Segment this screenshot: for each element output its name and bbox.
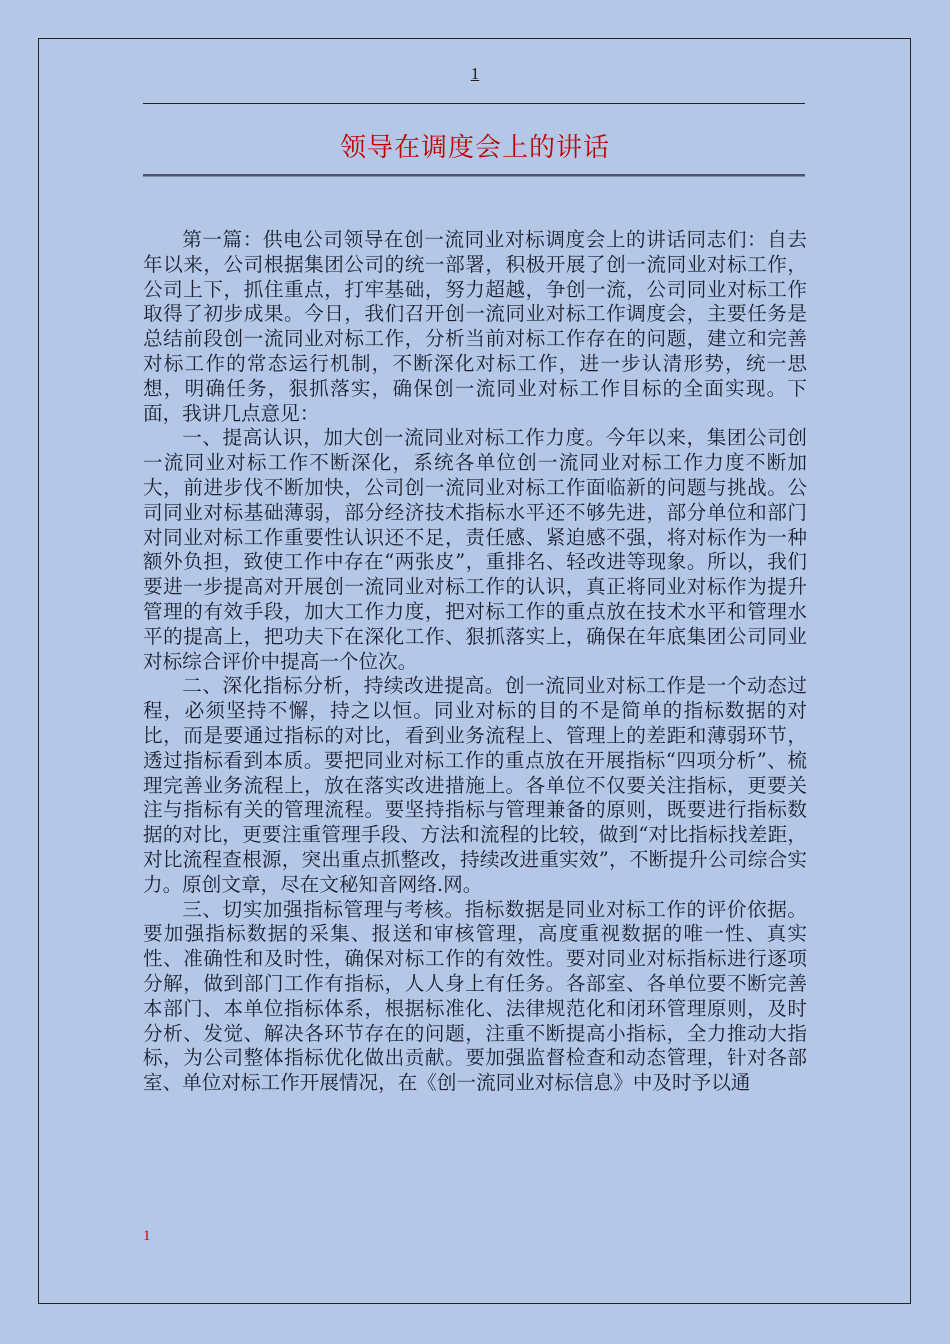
paragraph-section-2: 二、深化指标分析，持续改进提高。创一流同业对标工作是一个动态过程，必须坚持不懈，持之以恒。同业对标的目的不是简单的指标数据的对比，而是要通过指标的对比，看到业务流程上、管理上的差距和薄弱环节，透过指标看到本质。要把同业对标工作的重点放在开展指标“四项分析”、梳理完善业务流程上，放在落实改进措施上。各单位不仅要关注指标，更要关注与指标有关的管理流程。要坚持指标与管理兼备的原则，既要进行指标数据的对比，更要注重管理手段、方法和流程的比较，做到“对比指标找差距，对比流程查根源，突出重点抓整改，持续改进重实效”，不断提升公司综合实力。原创文章，尽在文秘知音网络.网。 [143, 674, 807, 896]
header-divider [143, 103, 805, 104]
paragraph-section-3: 三、切实加强指标管理与考核。指标数据是同业对标工作的评价依据。要加强指标数据的采集、报送和审核管理，高度重视数据的唯一性、真实性、准确性和及时性，确保对标工作的有效性。要对同业对标指标进行逐项分解，做到部门工作有指标，人人身上有任务。各部室、各单位要不断完善本部门、本单位指标体系，根据标准化、法律规范化和闭环管理原则，及时分析、发觉、解决各环节存在的问题，注重不断提高小指标，全力推动大指标，为公司整体指标优化做出贡献。要加强监督检查和动态管理，针对各部室、单位对标工作开展情况，在《创一流同业对标信息》中及时予以通 [143, 897, 807, 1095]
header-page-number: 1 [470, 64, 480, 83]
document-title: 领导在调度会上的讲话 [339, 133, 610, 163]
title-divider [143, 174, 805, 176]
paragraph-section-1: 一、提高认识，加大创一流同业对标工作力度。今年以来，集团公司创一流同业对标工作不断深化，系统各单位创一流同业对标工作力度不断加大，前进步伐不断加快，公司创一流同业对标工作面临新的问题与挑战。公司同业对标基础薄弱，部分经济技术指标水平还不够先进，部分单位和部门对同业对标工作重要性认识还不足，责任感、紧迫感不强，将对标作为一种额外负担，致使工作中存在“两张皮”，重排名、轻改进等现象。所以，我们要进一步提高对开展创一流同业对标工作的认识，真正将同业对标作为提升管理的有效手段，加大工作力度，把对标工作的重点放在技术水平和管理水平的提高上，把功夫下在深化工作、狠抓落实上，确保在年底集团公司同业对标综合评价中提高一个位次。 [143, 426, 807, 673]
footer-page-number: 1 [143, 1228, 151, 1244]
paragraph-intro: 第一篇：供电公司领导在创一流同业对标调度会上的讲话同志们：自去年以来，公司根据集团公司的统一部署，积极开展了创一流同业对标工作，公司上下，抓住重点，打牢基础，努力超越，争创一流，公司同业对标工作取得了初步成果。今日，我们召开创一流同业对标工作调度会，主要任务是总结前段创一流同业对标工作，分析当前对标工作存在的问题，建立和完善对标工作的常态运行机制，不断深化对标工作，进一步认清形势，统一思想，明确任务，狠抓落实，确保创一流同业对标工作目标的全面实现。下面，我讲几点意见： [143, 228, 807, 425]
document-body [143, 228, 807, 1096]
